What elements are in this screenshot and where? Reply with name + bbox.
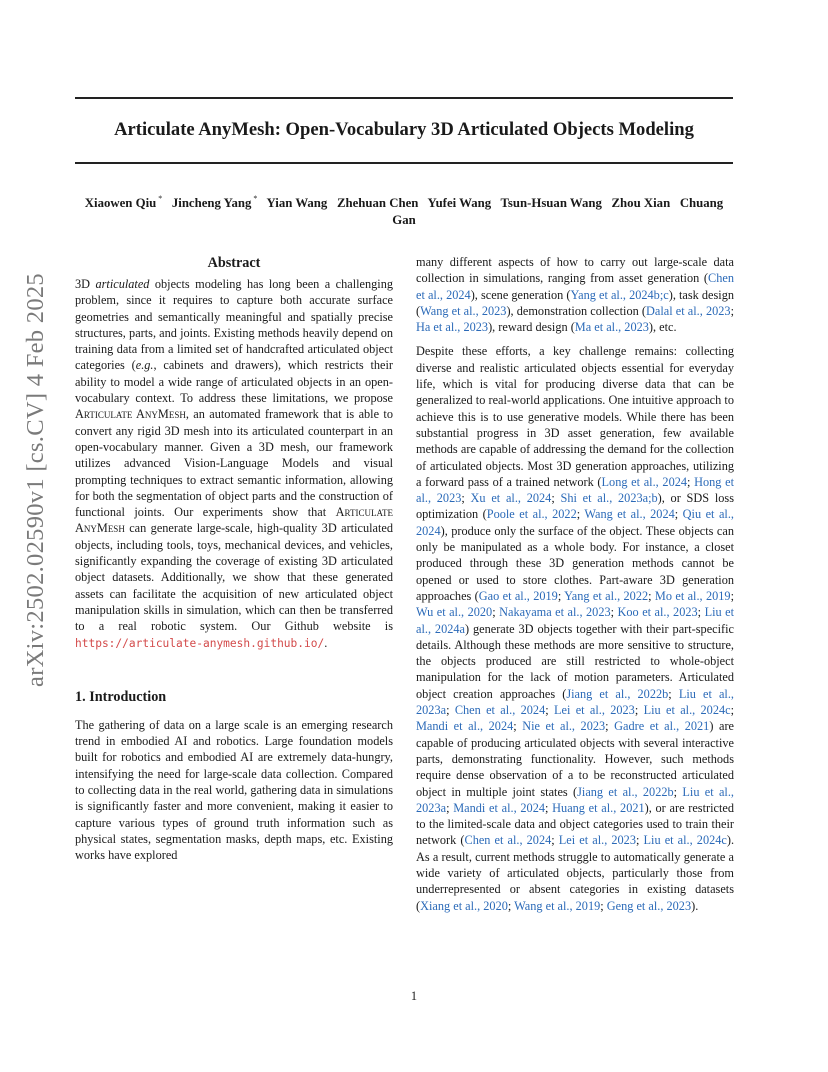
author-name: Zhou Xian bbox=[611, 196, 671, 210]
citation-link[interactable]: Mandi et al., 2024 bbox=[453, 800, 546, 815]
paragraph-text: ) generate 3D objects together with their part-specific details. Although these methods are more sensitive to structure, the objects produced are still restricted to whole-object manipulation for the lack of motion parameters. Articulated object creation approaches ( bbox=[416, 621, 735, 701]
paper-title: Articulate AnyMesh: Open-Vocabulary 3D Articulated Objects Modeling bbox=[114, 119, 694, 140]
paragraph-text: ; bbox=[605, 719, 615, 734]
citation-link[interactable]: Mo et al., 2019 bbox=[654, 588, 731, 603]
intro-paragraph: The gathering of data on a large scale is an emerging research trend in embodied AI and robotics. Large foundation models built for robotics and embodied AI are extremely data-hungry, intensifying the need for large-scale data collection. Compared to collecting data in the real world, gathering data in simulations is significantly faster and more convenient, making it easier to capture various types of ground truth information such as physical states, segmentation masks, depth maps, etc. Existing works have explored bbox=[75, 717, 393, 863]
arxiv-identifier: arXiv:2502.02590v1 [cs.CV] 4 Feb 2025 bbox=[22, 273, 49, 687]
abstract-text: . bbox=[324, 635, 328, 650]
paragraph-text: ), or are restricted to the limited-scale data and object categories used to train their network ( bbox=[416, 800, 734, 848]
paragraph-text: ), reward design ( bbox=[488, 320, 575, 335]
author-name: Tsun-Hsuan Wang bbox=[500, 196, 602, 210]
paragraph-text: ; bbox=[557, 588, 565, 603]
citation-link[interactable]: Jiang et al., 2022b bbox=[566, 686, 669, 701]
paragraph-text: ; bbox=[634, 703, 644, 718]
citation-link[interactable]: Geng et al., 2023 bbox=[606, 898, 692, 913]
paragraph-text: ), produce only the surface of the object. These objects can only be manipulated as a whole body. For instance, a closet produced through these 3D generation methods cannot be opened or used to store clothes. Part-aware 3D generation approaches ( bbox=[416, 523, 734, 603]
citation-link[interactable]: Poole et al., 2022 bbox=[486, 507, 577, 522]
citation-link[interactable]: Jiang et al., 2022b bbox=[577, 784, 674, 799]
introduction-heading: 1. Introduction bbox=[75, 688, 167, 705]
citation-link[interactable]: Wu et al., 2020 bbox=[416, 605, 493, 620]
citation-link[interactable]: Ma et al., 2023 bbox=[574, 320, 649, 335]
paragraph-text: ; bbox=[576, 507, 585, 522]
paragraph-text: ; bbox=[600, 898, 607, 913]
abstract-emphasis: articulated bbox=[95, 277, 150, 291]
paragraph-text: ), task design ( bbox=[416, 287, 735, 318]
citation-link[interactable]: Dalal et al., 2023 bbox=[646, 303, 731, 318]
page-number: 1 bbox=[410, 989, 418, 1003]
citation-link[interactable]: Koo et al., 2023 bbox=[617, 605, 698, 620]
paragraph-text: ; bbox=[674, 507, 683, 522]
citation-link[interactable]: Wang et al., 2023 bbox=[420, 303, 507, 318]
citation-link[interactable]: Nakayama et al., 2023 bbox=[499, 605, 611, 620]
paragraph-text: ), etc. bbox=[648, 320, 677, 335]
abstract-heading: Abstract bbox=[207, 255, 261, 271]
citation-link[interactable]: Yang et al., 2022 bbox=[564, 588, 649, 603]
abstract-text: , an automated framework that is able to convert any rigid 3D mesh into its articulated counterpart in an open-vocabulary manner. Given a 3D mesh, our framework utilizes advanced Vision-Language Models and visual prompting techniques to extract semantic information, allowing for both the segmentation of object parts and the construction of functional joints. Our experiments show that bbox=[75, 407, 393, 520]
citation-link[interactable]: Chen et al., 2024 bbox=[454, 703, 546, 718]
method-name: Articulate AnyMesh bbox=[75, 505, 393, 536]
right-column bbox=[416, 254, 734, 914]
intro-paragraph-challenge bbox=[416, 343, 734, 913]
paragraph-text: ; bbox=[730, 303, 734, 318]
citation-link[interactable]: Shi et al., 2023a;b bbox=[560, 491, 658, 506]
paragraph-text: ; bbox=[446, 703, 455, 718]
citation-link[interactable]: Qiu et al., 2024 bbox=[416, 507, 734, 538]
citation-link[interactable]: Huang et al., 2021 bbox=[552, 800, 645, 815]
paragraph-text: ; bbox=[545, 703, 554, 718]
paragraph-text: ). bbox=[691, 898, 699, 913]
citation-link[interactable]: Ha et al., 2023 bbox=[416, 320, 489, 335]
citation-link[interactable]: Chen et al., 2024 bbox=[416, 271, 734, 302]
author-name: Yian Wang bbox=[266, 196, 328, 210]
citation-link[interactable]: Lei et al., 2023 bbox=[553, 703, 635, 718]
paragraph-text: ; bbox=[507, 898, 515, 913]
paragraph-text: ; bbox=[492, 605, 500, 620]
citation-link[interactable]: Yang et al., 2024b;c bbox=[570, 287, 669, 302]
citation-link[interactable]: Chen et al., 2024 bbox=[464, 833, 552, 848]
citation-link[interactable]: Liu et al., 2024c bbox=[643, 703, 731, 718]
paragraph-text: ; bbox=[673, 784, 683, 799]
paragraph-text: ; bbox=[461, 491, 471, 506]
paragraph-text: ; bbox=[446, 800, 454, 815]
equal-contribution-mark: * bbox=[158, 194, 163, 203]
paragraph-text: Despite these efforts, a key challenge remains: collecting diverse and realistic articulated objects essential for everyday life, which is vital for producing diverse data that can be generalized to real-world applications. One intuitive approach to achieve this is to use generative models. While there has been substantial progress in 3D asset generation, few available methods are capable of addressing the demand for the collection of articulated objects. Most 3D generation approaches, utilizing a forward pass of a trained network ( bbox=[416, 344, 734, 489]
citation-link[interactable]: Wang et al., 2024 bbox=[584, 507, 675, 522]
citation-link[interactable]: Nie et al., 2023 bbox=[522, 719, 606, 734]
title-rule-bottom bbox=[75, 162, 733, 164]
citation-link[interactable]: Mandi et al., 2024 bbox=[416, 719, 514, 734]
author-name: Yufei Wang bbox=[427, 196, 492, 210]
paragraph-text: ; bbox=[551, 833, 559, 848]
paragraph-text: ) are capable of producing articulated objects with several interactive parts, demonstrating functionality. However, such methods require dense observation of a to be reconstructed articulated object in multiple joint states ( bbox=[416, 719, 735, 799]
abstract-emphasis: e.g. bbox=[135, 358, 154, 373]
paragraph-text: ), scene generation ( bbox=[470, 287, 571, 302]
citation-link[interactable]: Gao et al., 2019 bbox=[478, 588, 558, 603]
paragraph-text: ; bbox=[545, 800, 553, 815]
author-name: Xiaowen Qiu bbox=[84, 196, 157, 210]
paragraph-text: ; bbox=[668, 686, 679, 701]
author-name: Jincheng Yang bbox=[171, 196, 252, 210]
abstract-text: can generate large-scale, high-quality 3D articulated objects, including tools, toys, mechanical devices, and vehicles, significantly expanding the coverage of existing 3D articulated object datasets. Additionally, we show that these generated assets can facilitate the acquisition of new articulated object manipulation skills in simulation, which can then be transferred to a real robotic system. Our Github website is bbox=[75, 521, 393, 634]
author-list bbox=[75, 190, 733, 229]
paragraph-text: ; bbox=[635, 833, 644, 848]
paragraph-text: ; bbox=[730, 588, 734, 603]
paragraph-text: ; bbox=[648, 588, 655, 603]
citation-link[interactable]: Gadre et al., 2021 bbox=[614, 719, 710, 734]
paragraph-text: ; bbox=[610, 605, 618, 620]
paragraph-text: ), or SDS loss optimization ( bbox=[416, 491, 734, 522]
citation-link[interactable]: Xu et al., 2024 bbox=[470, 491, 552, 506]
paragraph-text: ; bbox=[687, 474, 695, 489]
title-rule-top bbox=[75, 97, 733, 99]
arxiv-sidebar bbox=[22, 273, 49, 687]
method-name: Articulate AnyMesh bbox=[75, 407, 186, 422]
paragraph-text: ; bbox=[513, 719, 523, 734]
abstract-body bbox=[75, 276, 393, 652]
author-name: Chuang Gan bbox=[392, 196, 724, 227]
author-name: Zhehuan Chen bbox=[336, 196, 419, 210]
paragraph-text: ; bbox=[730, 703, 735, 718]
abstract-text: , cabinets and drawers), which restricts their ability to model a wide range of articulated objects in an open-vocabulary context. To address these limitations, we propose bbox=[75, 358, 393, 406]
paragraph-text: ; bbox=[551, 491, 561, 506]
equal-contribution-mark: * bbox=[253, 194, 258, 203]
citation-link[interactable]: Long et al., 2024 bbox=[601, 474, 688, 489]
paragraph-text: many different aspects of how to carry out large-scale data collection in simulations, ranging from asset generation ( bbox=[416, 255, 734, 286]
citation-link[interactable]: Wang et al., 2019 bbox=[514, 898, 601, 913]
abstract-text: objects modeling has long been a challenging problem, since it requires to capture both accurate surface geometries and semantically meaningful and spatially precise structures, parts, and joints. Existing methods heavily depend on training data from a limited set of handcrafted articulated object categories ( bbox=[75, 277, 394, 373]
paragraph-text: ; bbox=[697, 605, 705, 620]
github-link[interactable]: https://articulate-anymesh.github.io/ bbox=[75, 636, 325, 650]
citation-link[interactable]: Lei et al., 2023 bbox=[558, 833, 636, 848]
paragraph-text: ), demonstration collection ( bbox=[506, 303, 646, 318]
paragraph-text: ). As a result, current methods struggle to automatically generate a wide variety of articulated objects, particularly those from underrepresented or absent categories in existing datasets ( bbox=[416, 833, 735, 913]
abstract-text: 3D bbox=[75, 277, 96, 291]
citation-link[interactable]: Liu et al., 2023a bbox=[416, 686, 734, 718]
citation-link[interactable]: Liu et al., 2023a bbox=[416, 784, 734, 815]
intro-paragraph-continued bbox=[416, 254, 734, 335]
left-column bbox=[75, 254, 393, 864]
citation-link[interactable]: Xiang et al., 2020 bbox=[420, 898, 508, 913]
citation-link[interactable]: Liu et al., 2024c bbox=[643, 833, 727, 848]
citation-link[interactable]: Liu et al., 2024a bbox=[416, 605, 734, 636]
citation-link[interactable]: Hong et al., 2023 bbox=[416, 474, 734, 506]
